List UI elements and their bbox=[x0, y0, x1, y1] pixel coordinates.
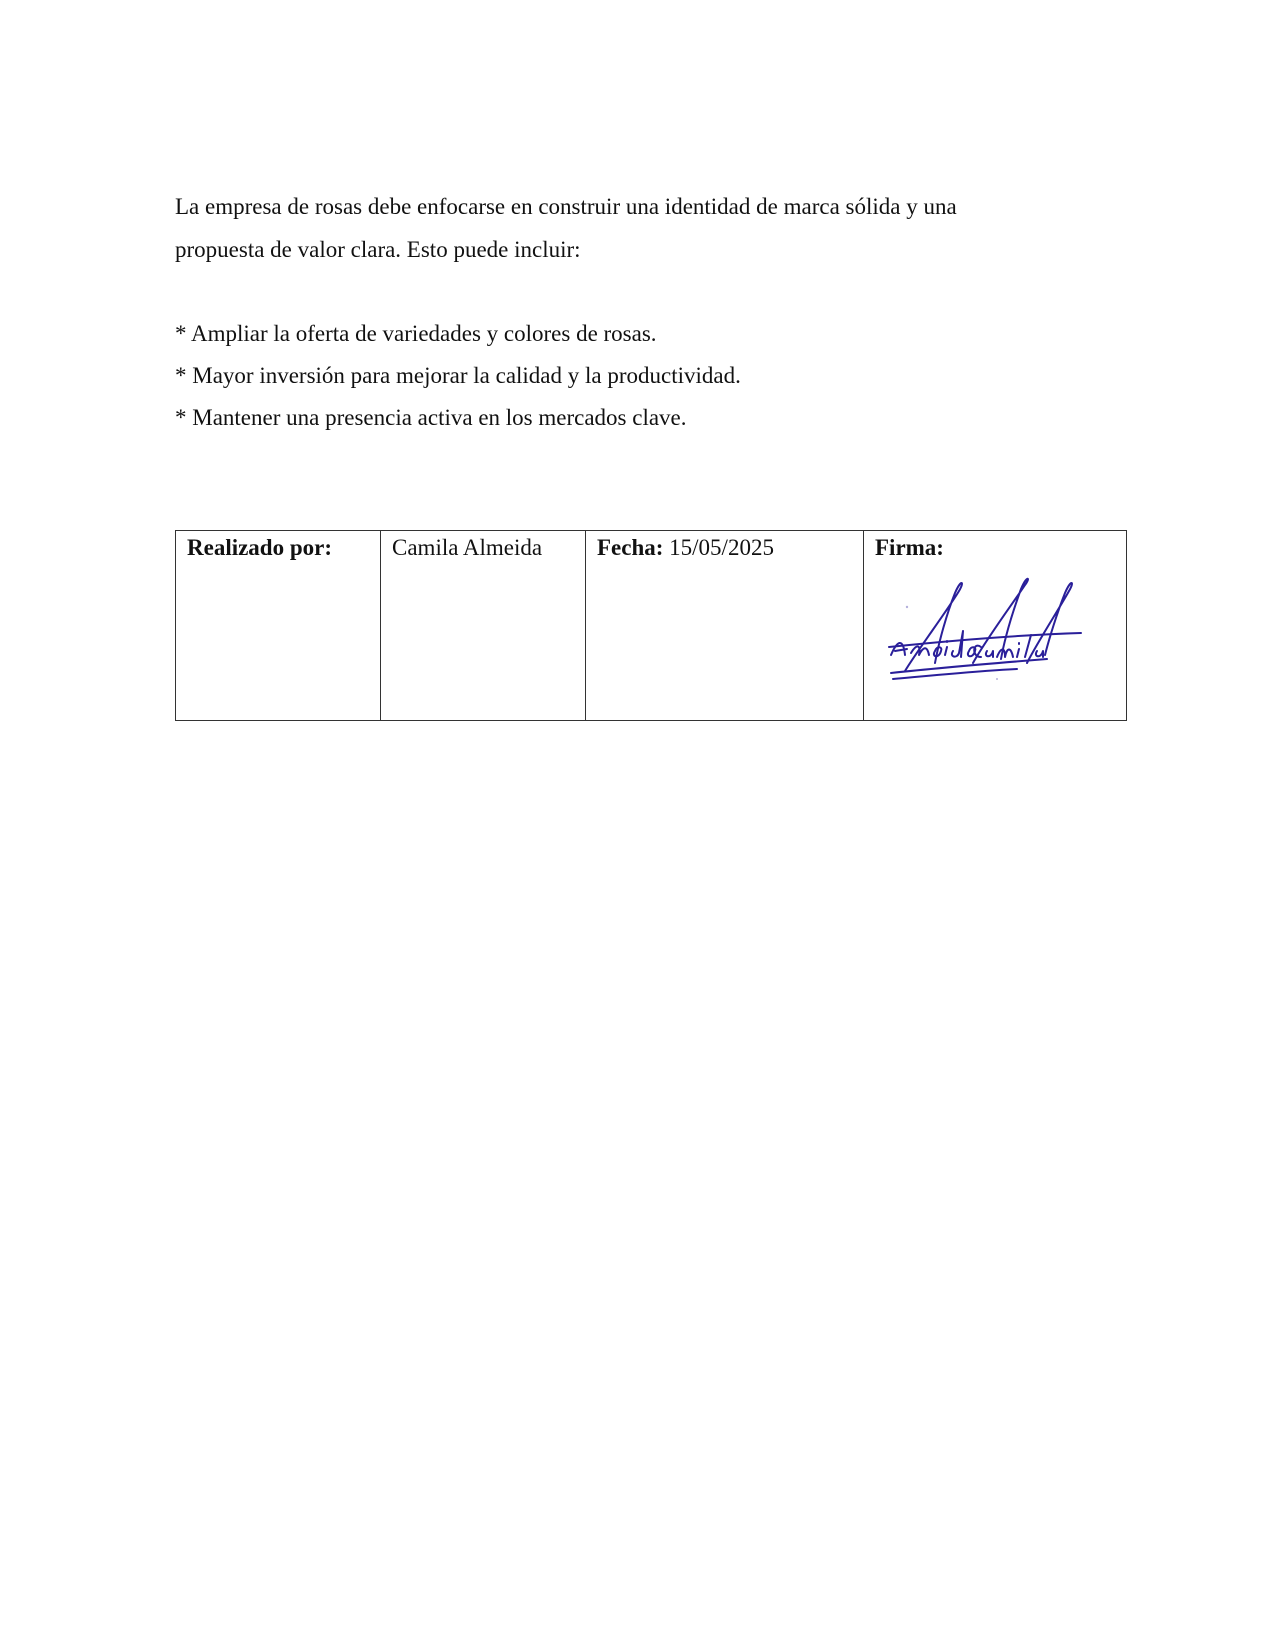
made-by-label: Realizado por: bbox=[187, 535, 333, 560]
intro-line-2: propuesta de valor clara. Esto puede incluir: bbox=[175, 237, 581, 262]
date-label: Fecha: bbox=[597, 535, 664, 560]
made-by-value-cell bbox=[381, 531, 586, 721]
made-by-label-cell bbox=[176, 531, 381, 721]
bullet-item: * Mantener una presencia activa en los mercados clave. bbox=[175, 405, 687, 430]
signature-table bbox=[175, 530, 1127, 721]
intro-line-1: La empresa de rosas debe enfocarse en construir una identidad de marca sólida y una bbox=[175, 194, 957, 219]
bullet-item: * Ampliar la oferta de variedades y colores de rosas. bbox=[175, 321, 657, 346]
handwritten-signature bbox=[877, 571, 1115, 691]
date-value: 15/05/2025 bbox=[669, 535, 774, 560]
signature-cell bbox=[864, 531, 1127, 721]
date-cell bbox=[586, 531, 864, 721]
bullet-item: * Mayor inversión para mejorar la calidad y la productividad. bbox=[175, 363, 741, 388]
signature-image bbox=[877, 571, 1087, 683]
bullet-list bbox=[175, 313, 1075, 439]
made-by-value: Camila Almeida bbox=[392, 535, 543, 560]
signature-table-row bbox=[176, 531, 1127, 721]
intro-paragraph bbox=[175, 185, 1055, 271]
signature-label: Firma: bbox=[875, 535, 944, 560]
